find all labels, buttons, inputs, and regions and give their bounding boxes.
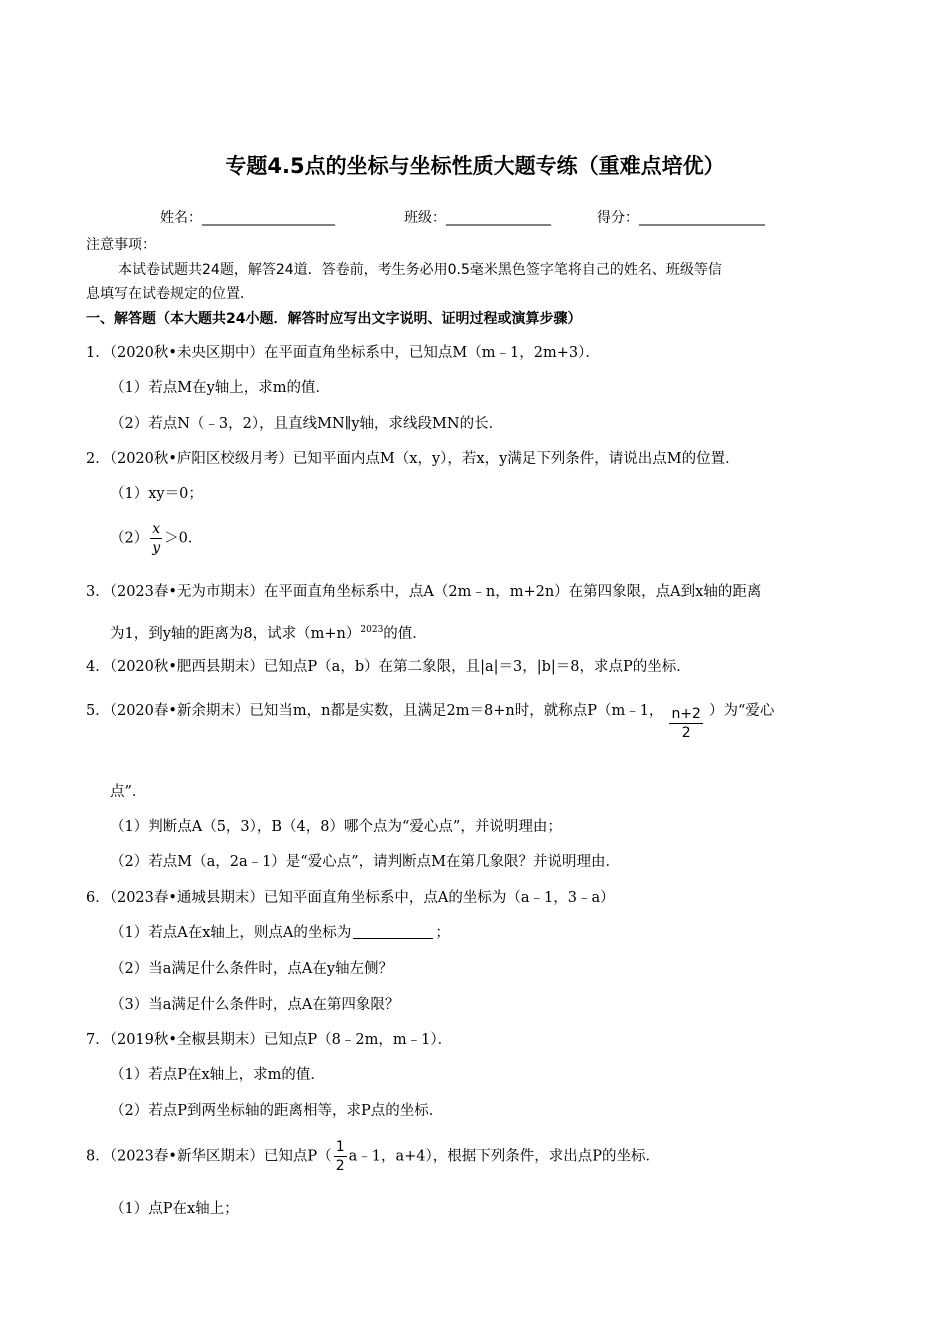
q2-stem: 2．（2020秋•庐阳区校级月考）已知平面内点M（x，y），若x，y满足下列条件，请说出点M的位置．	[86, 451, 740, 467]
q8-stem-end: a﹣1，a+4），根据下列条件，求出点P的坐标．	[348, 1148, 661, 1165]
q6-part-1-text: （1）若点A在x轴上，则点A的坐标为	[110, 925, 352, 941]
q5-fraction-numerator: n+2	[671, 706, 701, 722]
page-title: 专题4.5点的坐标与坐标性质大题专练（重难点培优）	[225, 154, 725, 178]
q3-line-1: 3．（2023春•无为市期末）在平面直角坐标系中，点A（2m﹣n，m+2n）在第四象限，点A到x轴的距离	[86, 584, 762, 600]
q2-part-2-text: ＞0．	[164, 530, 203, 547]
q2-fraction-numerator: x	[150, 520, 162, 539]
q1-part-1: （1）若点M在y轴上，求m的值．	[110, 380, 331, 396]
notes-line-2: 息填写在试卷规定的位置．	[86, 286, 254, 302]
q3-line-2-text: 为1，到y轴的距离为8，试求（m+n）	[110, 625, 361, 642]
q5-stem-end: ）为“爱心	[708, 703, 775, 719]
q7-stem: 7．（2019秋•全椒县期末）已知点P（8﹣2m，m﹣1）．	[86, 1032, 453, 1048]
q2-fraction	[150, 520, 162, 557]
q6-answer-blank[interactable]	[353, 924, 433, 939]
q1-part-2: （2）若点N（﹣3，2），且直线MN∥y轴，求线段MN的长．	[110, 416, 504, 432]
score-field: 得分：__________________	[597, 210, 765, 226]
q6-stem: 6．（2023春•通城县期末）已知平面直角坐标系中，点A的坐标为（a﹣1，3﹣a）	[86, 890, 615, 906]
q4-stem: 4．（2020秋•肥西县期末）已知点P（a，b）在第二象限，且|a|＝3，|b|＝8，求点P的坐标．	[86, 659, 691, 675]
q5-stem	[86, 700, 774, 742]
q8-stem	[86, 1138, 660, 1175]
notes-heading: 注意事项：	[86, 237, 156, 253]
name-field: 姓名：___________________	[160, 210, 335, 226]
section-heading: 一、解答题（本大题共24小题．解答时应写出文字说明、证明过程或演算步骤）	[86, 311, 582, 327]
q3-line-2	[110, 620, 427, 644]
q8-fraction-numerator: 1	[335, 1139, 345, 1155]
q7-part-1: （1）若点P在x轴上，求m的值．	[110, 1067, 325, 1083]
q7-part-2: （2）若点P到两坐标轴的距离相等，求P点的坐标．	[110, 1103, 444, 1119]
q5-fraction-denominator: 2	[681, 725, 691, 741]
q6-part-3: （3）当a满足什么条件时，点A在第四象限？	[110, 997, 400, 1013]
q3-line-2-end: 的值．	[383, 625, 427, 642]
q3-exponent: 2023	[360, 625, 384, 635]
q5-part-2: （2）若点M（a，2a﹣1）是“爱心点”，请判断点M在第几象限？并说明理由．	[110, 854, 620, 870]
notes-line-1: 本试卷试题共24题，解答24道．答卷前，考生务必用0.5毫米黑色签字笔将自己的姓名、班级等信	[118, 262, 722, 278]
q5-stem-continued: 点”．	[110, 784, 147, 800]
q2-part-1: （1）xy＝0；	[110, 486, 203, 502]
q8-part-1: （1）点P在x轴上；	[110, 1201, 239, 1217]
q6-part-1-end: ；	[435, 925, 450, 941]
q2-part-2	[110, 520, 202, 557]
q5-part-1: （1）判断点A（5，3），B（4，8）哪个点为“爱心点”，并说明理由；	[110, 819, 562, 835]
q5-stem-text: 5．（2020春•新余期末）已知当m，n都是实数，且满足2m＝8+n时，就称点P（m﹣1，	[86, 703, 664, 719]
q2-part-2-label: （2）	[110, 530, 149, 547]
q5-fraction	[669, 705, 703, 742]
class-field: 班级：_______________	[404, 210, 551, 226]
q6-part-2: （2）当a满足什么条件时，点A在y轴左侧？	[110, 961, 394, 977]
q2-fraction-denominator: y	[152, 540, 161, 556]
q8-fraction-denominator: 2	[335, 1158, 345, 1174]
q1-stem: 1．（2020秋•未央区期中）在平面直角坐标系中，已知点M（m﹣1，2m+3）．	[86, 345, 600, 361]
q6-part-1	[110, 923, 450, 943]
q8-fraction	[334, 1138, 347, 1175]
q8-stem-text: 8．（2023春•新华区期末）已知点P（	[86, 1148, 332, 1165]
